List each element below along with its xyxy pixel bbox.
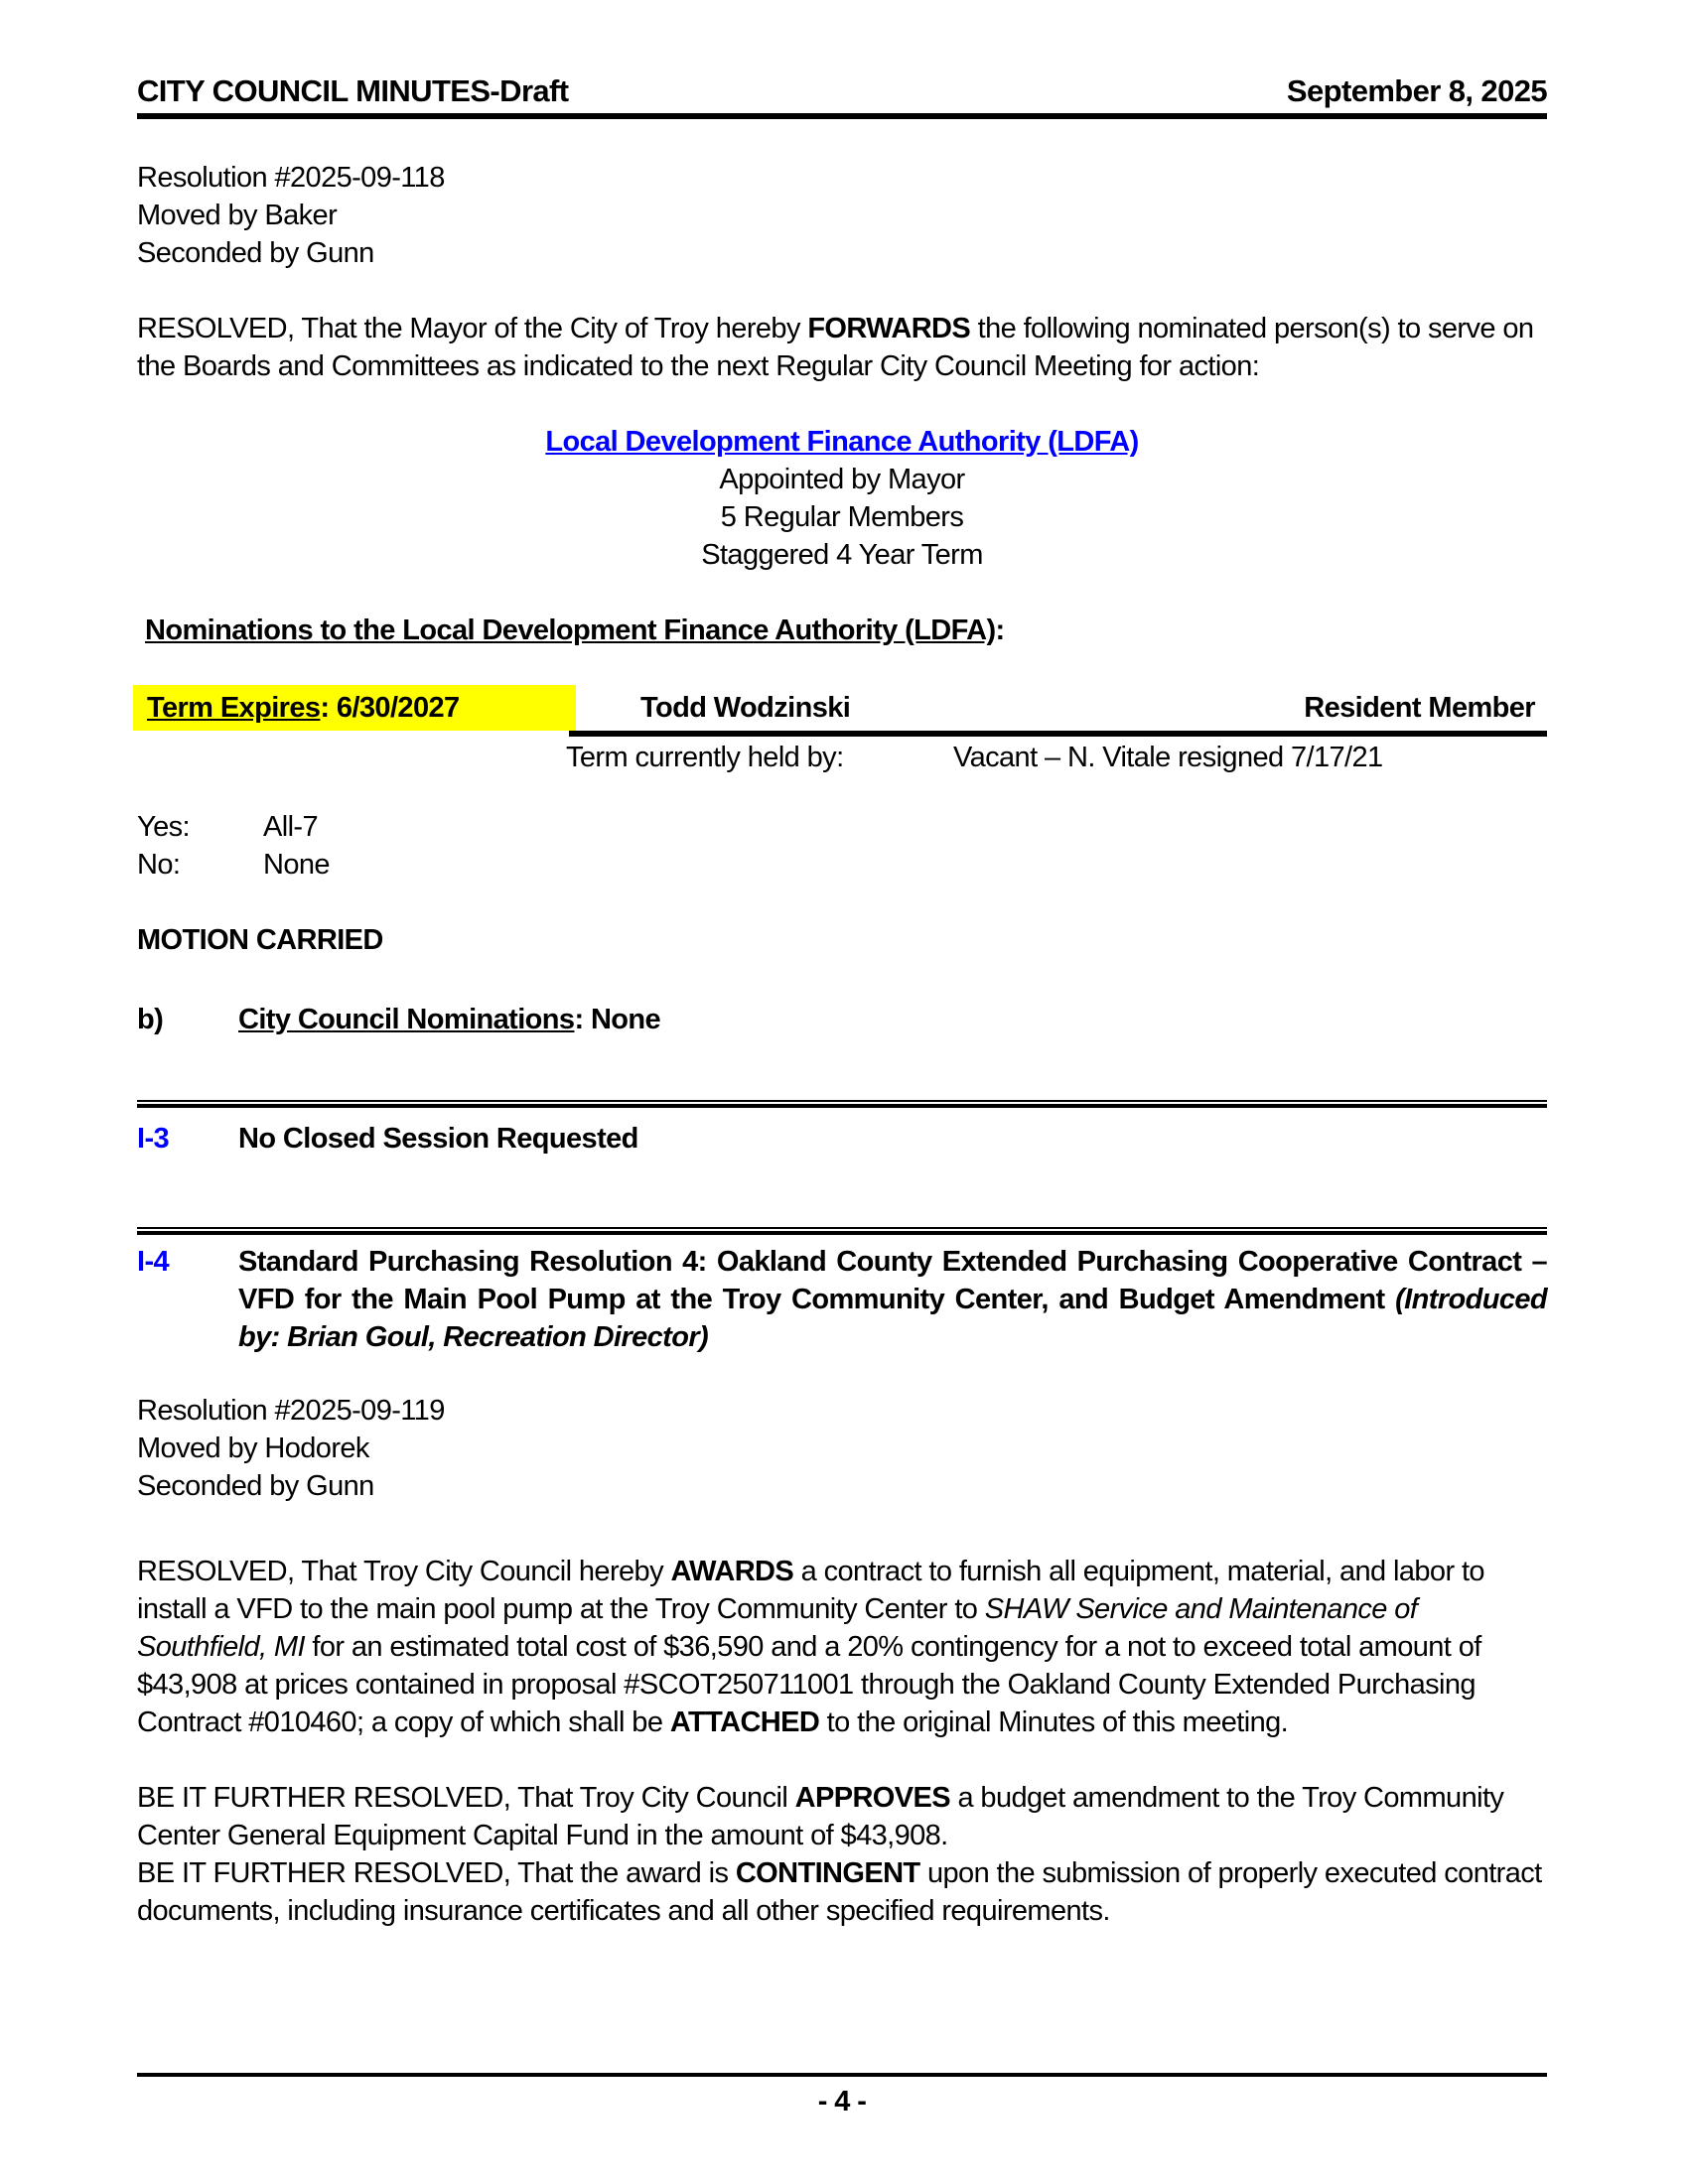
- item-i4-row: [137, 1243, 1547, 1356]
- page-footer: [137, 2073, 1547, 2118]
- term-expires-label: Term Expires: [147, 692, 321, 724]
- further-resolved-contingent-paragraph: [137, 1854, 1547, 1930]
- page-number: - 4 -: [817, 2086, 867, 2117]
- resolved-forwards-paragraph: [137, 310, 1547, 385]
- item-b-code: b): [137, 1004, 164, 1035]
- item-i3-title: No Closed Session Requested: [238, 1123, 638, 1155]
- moved-by-line: Moved by Baker: [137, 200, 338, 231]
- bold-approves: APPROVES: [794, 1782, 950, 1814]
- bold-forwards: FORWARDS: [807, 313, 971, 344]
- bold-attached: ATTACHED: [669, 1706, 820, 1738]
- nominations-heading-colon: :: [995, 614, 1005, 646]
- seconded-by-line: Seconded by Gunn: [137, 237, 374, 269]
- item-i4-title-introduced-by: (Introduced by: Brian Goul, Recreation Director): [238, 1284, 1547, 1353]
- text-segment: a contract to furnish all equipment, material, and labor to install a VFD to the main pool pump at the Troy Community Center to: [137, 1556, 1484, 1625]
- term-length-line: Staggered 4 Year Term: [701, 539, 983, 571]
- yes-value: All-7: [263, 811, 319, 843]
- vote-no-row: [137, 846, 1547, 884]
- document-title: CITY COUNCIL MINUTES-Draft: [137, 73, 569, 108]
- seconded-by-line: Seconded by Gunn: [137, 1470, 374, 1502]
- item-b-title-text: City Council Nominations: [238, 1004, 575, 1035]
- header-date: September 8, 2025: [1286, 73, 1547, 108]
- further-resolved-approves-paragraph: [137, 1779, 1547, 1854]
- resolution-119-block: [137, 1392, 1547, 1505]
- term-held-label: Term currently held by:: [566, 742, 844, 773]
- item-b-row: [137, 1001, 1547, 1038]
- yes-label: Yes:: [137, 811, 190, 843]
- item-b-title: [238, 1001, 1547, 1038]
- resolution-number: Resolution #2025-09-119: [137, 1395, 445, 1427]
- text-segment: for an estimated total cost of $36,590 and a 20% contingency for a not to exceed total amount of $43,908 at prices contained in proposal #SCOT250711001 through the Oakland County Extended Purchasing Contract #010460; a copy of which shall be: [137, 1631, 1481, 1738]
- term-expires-highlight: [133, 685, 576, 731]
- header-rule: [137, 113, 1547, 119]
- item-i4-title: [238, 1243, 1547, 1356]
- ldfa-hyperlink[interactable]: Local Development Finance Authority (LDFA): [545, 426, 1139, 458]
- nominations-heading: [137, 612, 1547, 649]
- section-rule-i4: [137, 1227, 1547, 1235]
- text-segment: a budget amendment to the Troy Community Center General Equipment Capital Fund in the amount of $43,908.: [137, 1782, 1504, 1851]
- nominee-table-row: [137, 685, 1547, 731]
- text-segment: the following nominated person(s) to serve on the Boards and Committees as indicated to the next Regular City Council Meeting for action:: [137, 313, 1534, 382]
- text-segment: RESOLVED, That the Mayor of the City of Troy hereby: [137, 313, 808, 344]
- text-segment: upon the submission of properly executed contract documents, including insurance certificates and all other specified requirements.: [137, 1857, 1542, 1927]
- italic-vendor-name: SHAW Service and Maintenance of Southfield, MI: [137, 1593, 1418, 1663]
- document-content: [137, 0, 1547, 1930]
- motion-carried-line: MOTION CARRIED: [137, 924, 383, 956]
- bold-awards: AWARDS: [670, 1556, 794, 1587]
- resolution-number: Resolution #2025-09-118: [137, 162, 445, 194]
- item-b-title-rest: : None: [574, 1004, 661, 1035]
- text-segment: BE IT FURTHER RESOLVED, That Troy City Council: [137, 1782, 795, 1814]
- nominations-heading-text: Nominations to the Local Development Finance Authority (LDFA): [145, 614, 996, 646]
- resolution-118-block: [137, 159, 1547, 272]
- item-i3-code: I-3: [137, 1123, 170, 1155]
- no-label: No:: [137, 849, 181, 881]
- vote-block: [137, 808, 1547, 884]
- ldfa-info-block: [137, 423, 1547, 574]
- text-segment: RESOLVED, That Troy City Council hereby: [137, 1556, 671, 1587]
- item-i4-title-text: Standard Purchasing Resolution 4: Oakland County Extended Purchasing Cooperative Contract – VFD for the Main Pool Pump at the Troy Community Center, and Budget Amendment: [238, 1246, 1547, 1315]
- moved-by-line: Moved by Hodorek: [137, 1433, 369, 1464]
- item-i3-row: [137, 1120, 1547, 1158]
- term-expires-value: : 6/30/2027: [320, 692, 460, 724]
- page-header: [137, 0, 1547, 109]
- bold-contingent: CONTINGENT: [735, 1857, 920, 1889]
- section-rule-i3: [137, 1100, 1547, 1108]
- regular-members-line: 5 Regular Members: [720, 501, 964, 533]
- term-held-row: [137, 731, 1547, 776]
- vote-yes-row: [137, 808, 1547, 846]
- nominee-seat: Resident Member: [1304, 692, 1535, 724]
- nominee-name: Todd Wodzinski: [640, 692, 851, 724]
- footer-rule: [137, 2073, 1547, 2077]
- term-held-value: Vacant – N. Vitale resigned 7/17/21: [953, 742, 1383, 773]
- text-segment: to the original Minutes of this meeting.: [819, 1706, 1289, 1738]
- appointed-by-line: Appointed by Mayor: [719, 464, 965, 495]
- no-value: None: [263, 849, 330, 881]
- item-i4-code: I-4: [137, 1246, 170, 1278]
- resolved-awards-paragraph: [137, 1553, 1547, 1741]
- text-segment: BE IT FURTHER RESOLVED, That the award is: [137, 1857, 736, 1889]
